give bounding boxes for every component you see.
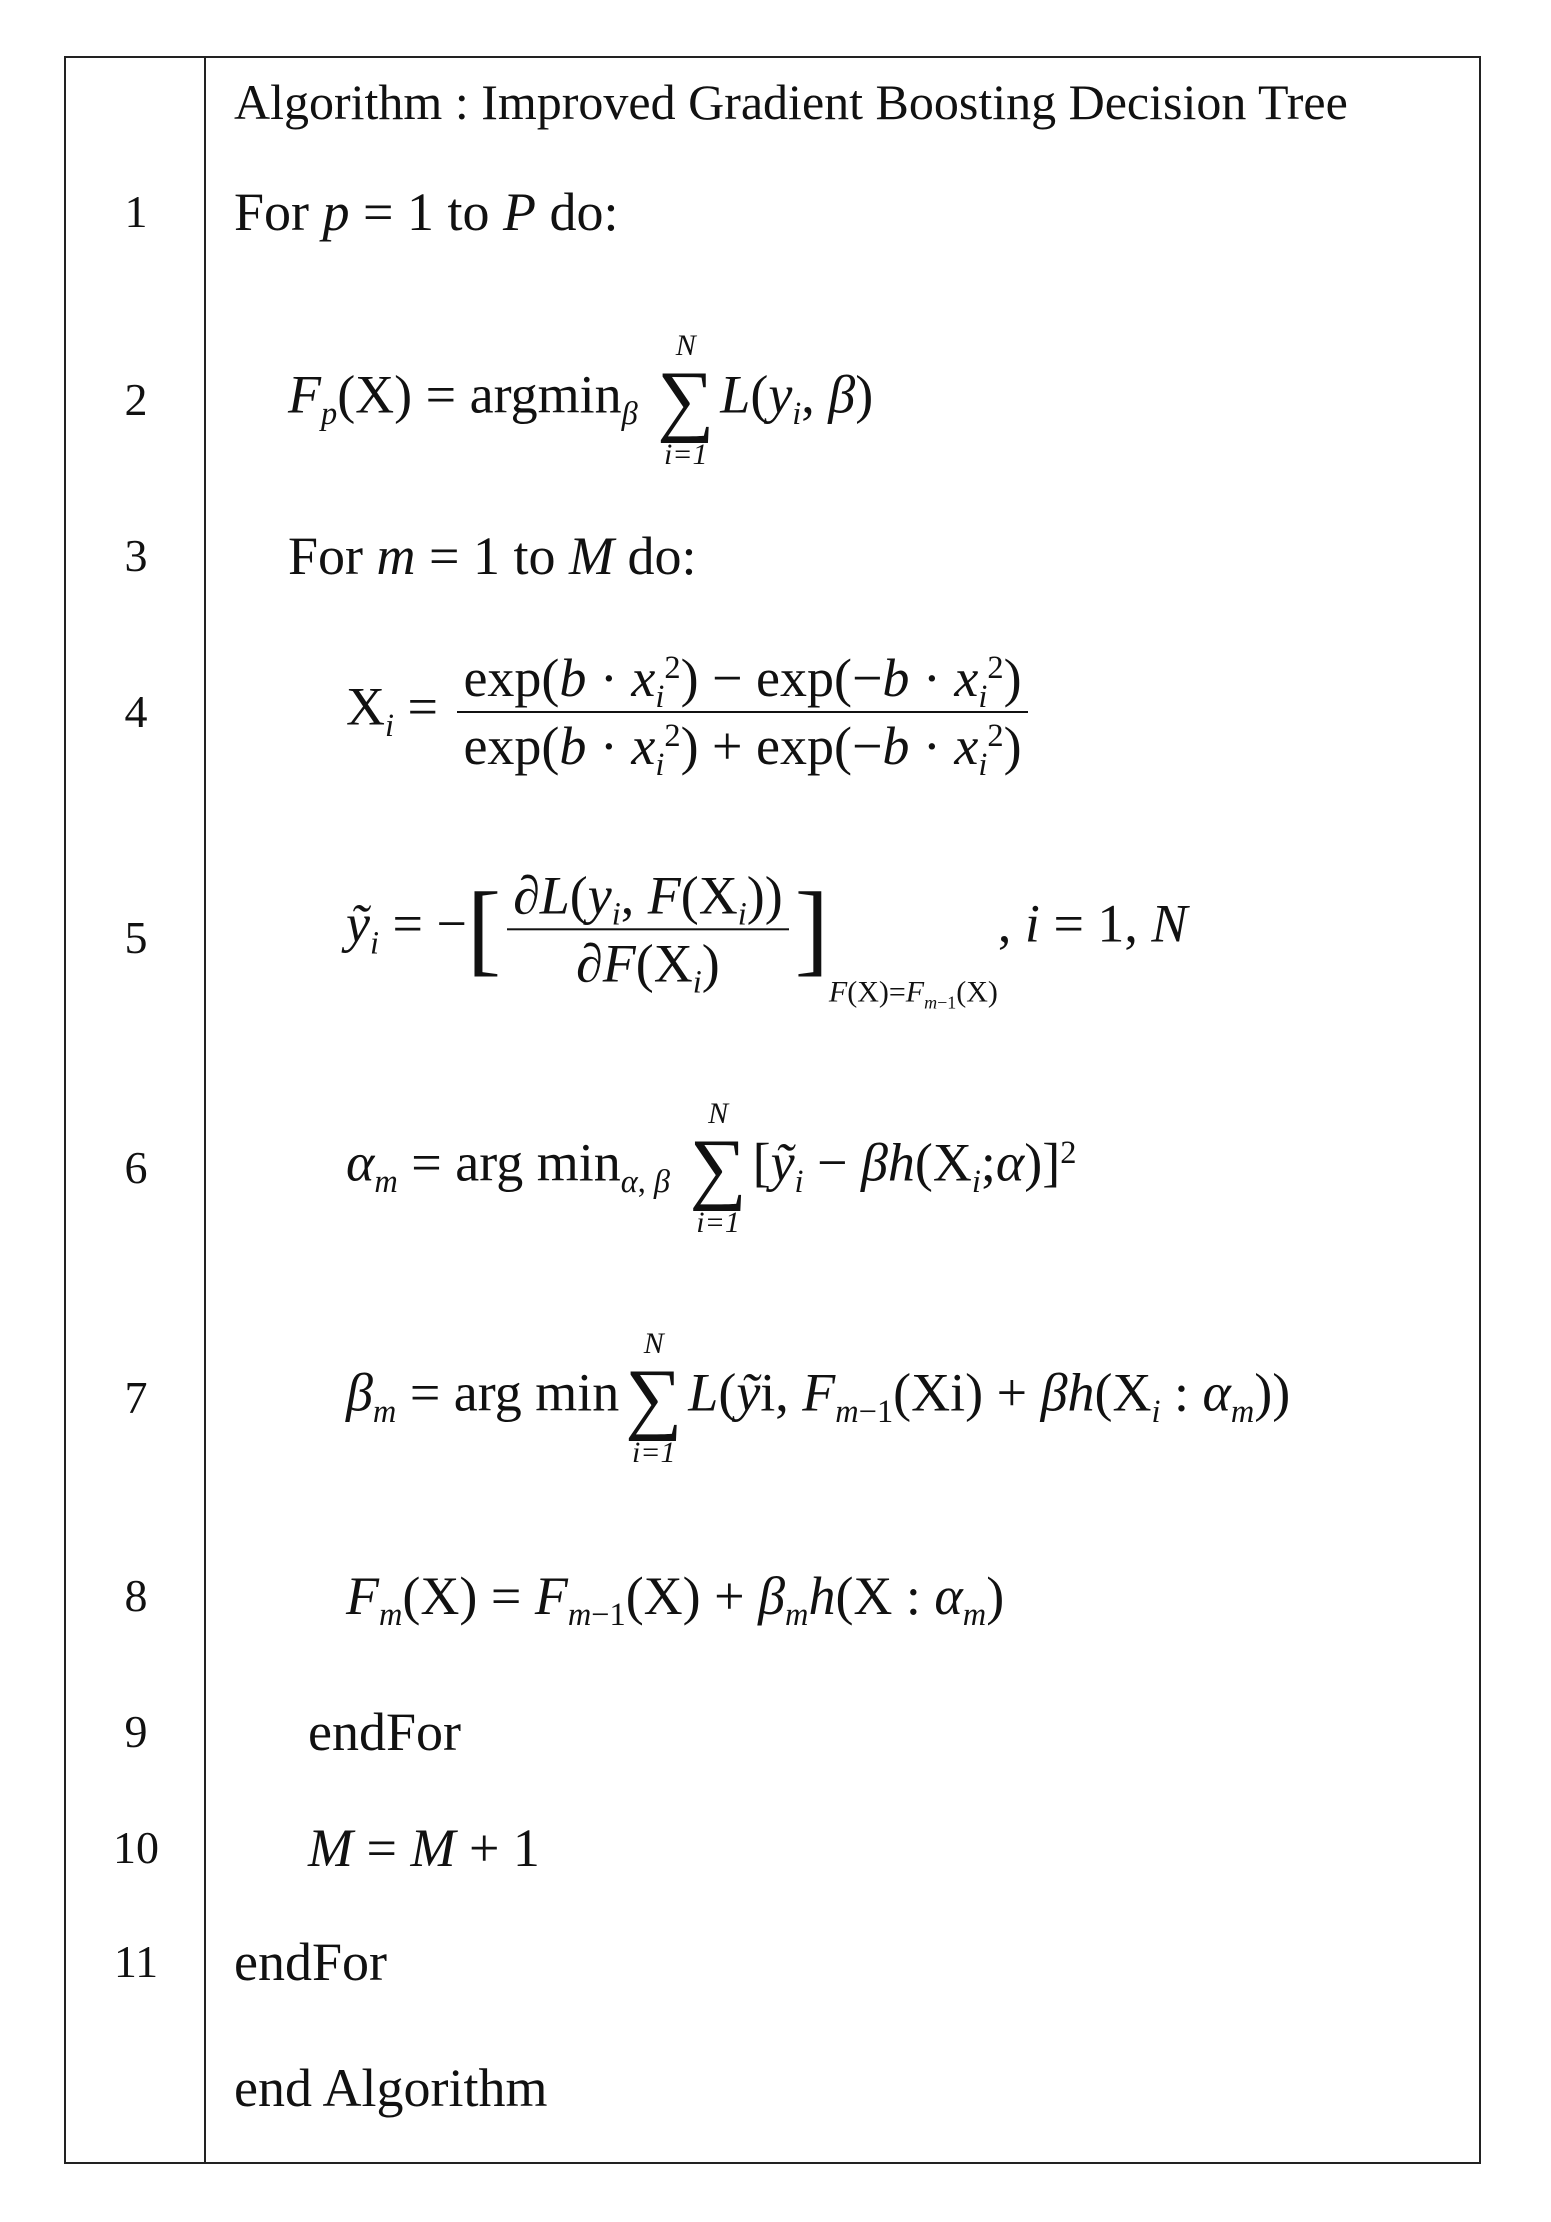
end-algorithm-label: end Algorithm [234, 2058, 548, 2118]
line-11-expression: endFor [234, 1932, 387, 1992]
line-number: 5 [124, 912, 148, 963]
line-10-expression: M = M + 1 [308, 1818, 540, 1878]
line-number: 3 [124, 530, 148, 581]
fraction: $\frac{\exp(b \cdot x_i^2) - \exp(-b \cdot x_i^2)}{\exp(b \cdot x_i^2) + \exp(-b \cdot x_i^2)}$ [457, 651, 1027, 773]
line-number: 9 [124, 1706, 148, 1757]
fraction: $\frac{\partial L(y_i, F(X_i))}{\partial F(X_i)}$ [507, 868, 789, 990]
line-4-expression: $X_i$ = $\frac{\exp(b \cdot x_i^2) - \exp(-b \cdot x_i^2)}{\exp(b \cdot x_i^2) + \exp(-b \cdot x_i^2)}$ [346, 651, 1034, 773]
summation: N ∑ i=1 [689, 1097, 747, 1239]
line-2-expression: $F_p(X) = argmin_\beta$ N ∑ i=1 $L(y_i$, β) [288, 329, 874, 471]
line-number: 8 [124, 1570, 148, 1621]
line-3-expression: For m = 1 to M do: [288, 526, 697, 586]
summation: N ∑ i=1 [625, 1327, 683, 1469]
line-5-expression: ỹ$_i$ = −[ $\frac{\partial L(y_i, F(X_i))}{\partial F(X_i)}$ ]$_{F(X)=F_{m-1}(X)}$, i = 1, N [346, 865, 1188, 1012]
line-number: 6 [124, 1142, 148, 1193]
line-number: 10 [113, 1822, 159, 1873]
line-9-expression: endFor [308, 1702, 461, 1762]
line-1-expression: For p = 1 to P do: [234, 182, 619, 242]
algorithm-box [64, 56, 1481, 2164]
summation: N ∑ i=1 [657, 329, 715, 471]
line-7-expression: $\beta_m$ = arg min N ∑ i=1 L(ỹi, $F_{m-1}(Xi) + \beta h(X_i$ : $\alpha_m$)) [346, 1327, 1291, 1469]
line-number: 1 [124, 186, 148, 237]
line-6-expression: $\alpha_m$ = arg $\min_{\alpha, \beta}$ N ∑ i=1 [ỹ$_i$ − $\beta h(X_i;\alpha)]^2$ [346, 1097, 1077, 1239]
line-number: 2 [124, 374, 148, 425]
line-number: 7 [124, 1372, 148, 1423]
algorithm-title: Algorithm : Improved Gradient Boosting Decision Tree [234, 74, 1348, 130]
line-8-expression: $F_m(X) = F_{m-1}(X) + \beta_mh(X$ : $\alpha_m$) [346, 1566, 1005, 1634]
line-number: 11 [113, 1936, 159, 1987]
line-number: 4 [124, 686, 148, 737]
